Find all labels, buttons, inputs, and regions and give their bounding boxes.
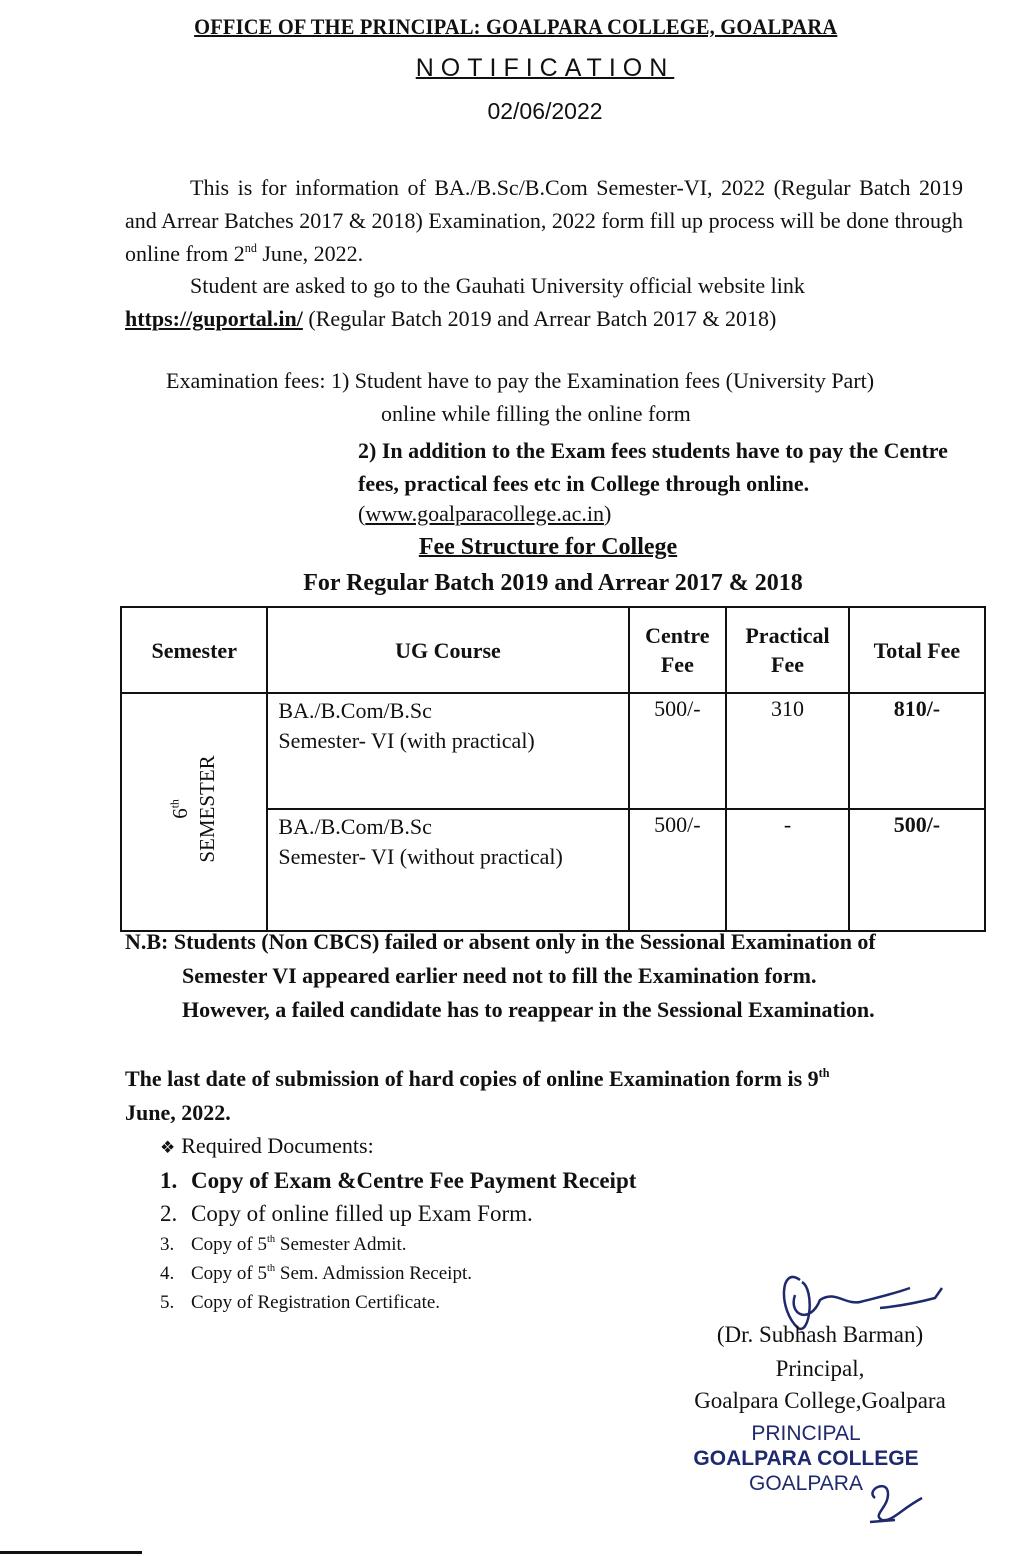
ordinal-suffix: nd [244, 240, 257, 255]
list-text: Copy of 5 [191, 1234, 267, 1255]
fee-structure-title [0, 534, 1020, 561]
header-practical-line1: Practical [745, 623, 830, 648]
exam-fees-point-1-cont: online while filling the online form [381, 401, 691, 426]
list-text: Copy of Exam &Centre Fee Payment Receipt [191, 1168, 637, 1193]
intro-text-end: June, 2022. [256, 241, 364, 266]
ordinal-suffix: th [267, 1263, 276, 1275]
nb-line-1: N.B: Students (Non CBCS) failed or absent only in the Sessional Examination of [125, 929, 876, 954]
college-website [358, 501, 611, 527]
required-docs-label: Required Documents: [181, 1133, 374, 1158]
nb-line-3: However, a failed candidate has to reappear in the Sessional Examination. [182, 997, 875, 1022]
last-date-notice [125, 1062, 955, 1130]
fee-table [120, 606, 986, 932]
stamp-line-1: PRINCIPAL [751, 1422, 861, 1445]
diamond-bullet-icon: ❖ [160, 1138, 176, 1157]
semester-word: SEMESTER [195, 755, 220, 863]
list-text-end: Sem. Admission Receipt. [275, 1263, 472, 1284]
notification-title [0, 54, 1020, 83]
paren-close: ) [603, 501, 612, 526]
semester-suffix: th [169, 799, 182, 809]
table-row [121, 693, 985, 809]
bottom-divider [0, 1551, 142, 1554]
centre-fee-cell: 500/- [629, 693, 727, 809]
exam-fees-point-2: 2) In addition to the Exam fees students have to pay the Centre fees, practical fees etc in College through online. [358, 438, 948, 496]
signatory-college: Goalpara College,Goalpara [694, 1388, 946, 1413]
total-fee-cell: 500/- [849, 809, 985, 931]
exam-fees-point-1 [166, 368, 874, 394]
list-item [160, 1230, 636, 1259]
fee-structure-subtitle: For Regular Batch 2019 and Arrear 2017 & 2018 [303, 570, 803, 596]
office-heading: OFFICE OF THE PRINCIPAL: GOALPARA COLLEGE, GOALPARA [194, 14, 838, 39]
signature-block [660, 1270, 980, 1556]
portal-text: Student are asked to go to the Gauhati University official website link [190, 273, 805, 298]
stamp-line-2: GOALPARA COLLEGE [693, 1447, 919, 1470]
list-text: Copy of online filled up Exam Form. [191, 1201, 533, 1226]
centre-fee-cell: 500/- [629, 809, 727, 931]
header-total-fee: Total Fee [849, 607, 985, 693]
intro-paragraph [125, 171, 963, 270]
list-number: 2. [160, 1201, 178, 1226]
ordinal-suffix: th [818, 1065, 830, 1080]
course-detail: Semester- VI (with practical) [278, 728, 535, 753]
signatory-title: Principal, [775, 1356, 865, 1381]
last-date-text: The last date of submission of hard copies of online Examination form is 9 [125, 1066, 819, 1091]
notification-date: 02/06/2022 [487, 98, 603, 124]
intro-text: This is for information of BA./B.Sc/B.Com Semester-VI, 2022 (Regular Batch 2019 and Arrear Batches 2017 & 2018) Examination, 2022 form fill up process will be done through online from 2 [125, 175, 963, 266]
list-number: 1. [160, 1168, 178, 1193]
fee-structure-title-text: Fee Structure for College [418, 534, 678, 560]
exam-fees-label: Examination fees: [166, 368, 331, 393]
course-detail: Semester- VI (without practical) [278, 844, 563, 869]
header-centre-line2: Fee [660, 652, 694, 677]
paren-open: ( [358, 501, 366, 526]
course-name: BA./B.Com/B.Sc [278, 698, 432, 723]
list-item [160, 1259, 636, 1288]
notification-title-text: NOTIFICATION [415, 54, 675, 82]
nb-line-2: Semester VI appeared earlier need not to fill the Examination form. [182, 963, 817, 988]
header-centre-line1: Centre [645, 623, 710, 648]
required-docs-heading [160, 1133, 374, 1159]
ordinal-suffix: th [267, 1234, 276, 1246]
list-number: 4. [160, 1263, 175, 1284]
list-number: 5. [160, 1292, 175, 1313]
header-practical-fee [726, 607, 849, 693]
list-item [160, 1197, 636, 1230]
list-item [160, 1164, 636, 1197]
list-number: 3. [160, 1234, 175, 1255]
signatory-name: (Dr. Subhash Barman) [716, 1322, 924, 1347]
practical-fee-cell: 310 [726, 693, 849, 809]
guportal-link[interactable]: https://guportal.in/ [125, 306, 303, 331]
stamp-line-3: GOALPARA [749, 1472, 863, 1495]
total-fee-cell: 810/- [849, 693, 985, 809]
list-item [160, 1288, 636, 1317]
portal-paragraph [125, 269, 963, 335]
exam-fees-point-1-text: 1) Student have to pay the Examination fees (University Part) [330, 368, 875, 393]
semester-label [167, 755, 221, 862]
required-docs-list [160, 1164, 636, 1317]
course-cell [267, 809, 628, 931]
nb-note [125, 925, 995, 1027]
college-website-link[interactable]: www.goalparacollege.ac.in [365, 501, 604, 526]
header-centre-fee [629, 607, 727, 693]
header-ug-course: UG Course [267, 607, 628, 693]
list-text-end: Semester Admit. [275, 1234, 407, 1255]
fee-table-header [121, 607, 985, 693]
header-semester: Semester [121, 607, 267, 693]
portal-batch-text: (Regular Batch 2019 and Arrear Batch 2017 & 2018) [302, 306, 777, 331]
course-name: BA./B.Com/B.Sc [278, 814, 432, 839]
list-text: Copy of 5 [191, 1263, 267, 1284]
list-text: Copy of Registration Certificate. [191, 1292, 441, 1313]
header-practical-line2: Fee [771, 652, 804, 677]
last-date-value: June, 2022. [125, 1100, 231, 1125]
semester-cell [121, 693, 267, 931]
course-cell [267, 693, 628, 809]
practical-fee-cell: - [726, 809, 849, 931]
semester-number: 6 [168, 808, 193, 819]
